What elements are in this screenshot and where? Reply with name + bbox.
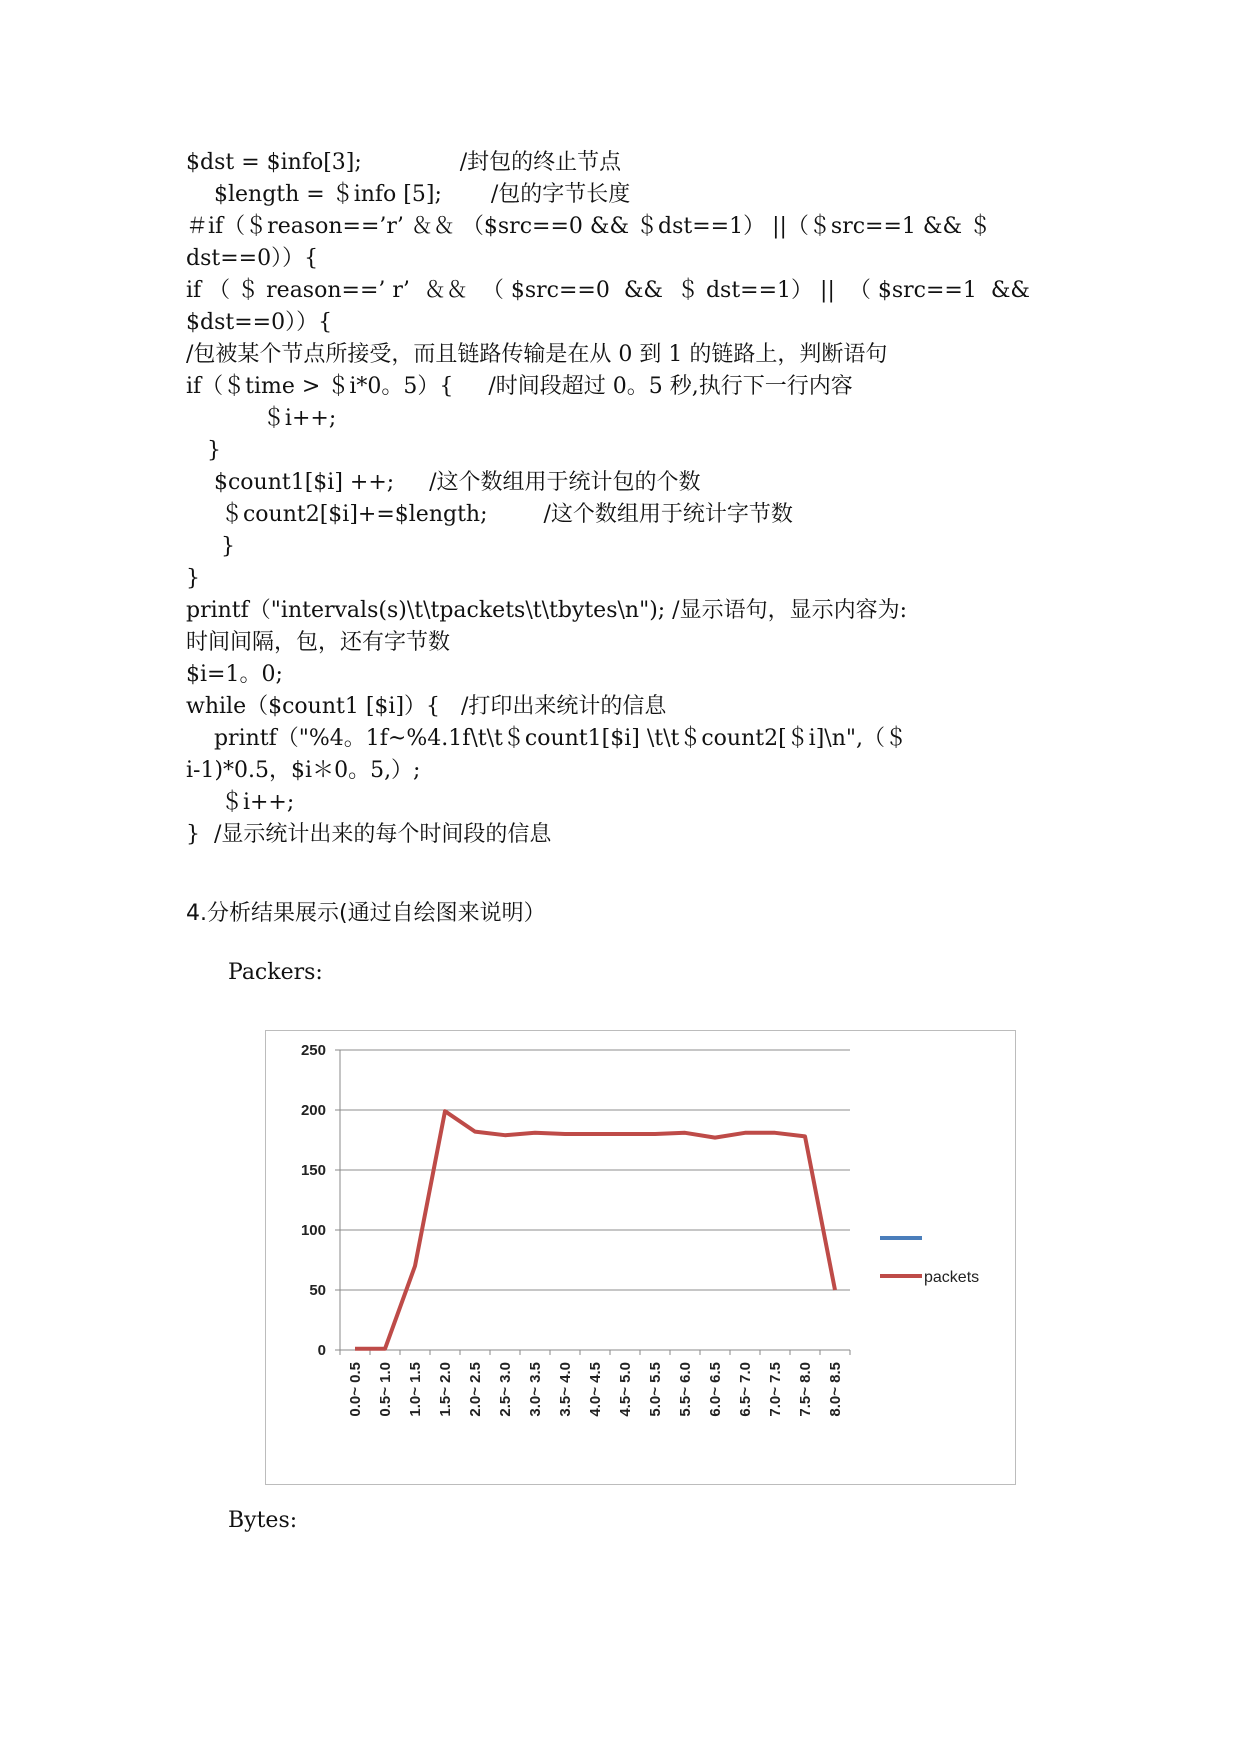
code-line: ＃if（＄reason==’r’ ＆＆ （$src==0 && ＄dst==1） ||（＄src==1 && ＄ — [186, 214, 992, 239]
x-tick-label: 5.5~ 6.0 — [677, 1362, 694, 1417]
x-tick-label: 7.0~ 7.5 — [767, 1362, 784, 1417]
code-line: 时间间隔，包，还有字节数 — [186, 630, 451, 655]
code-line: } — [186, 438, 221, 463]
code-line: dst==0））{ — [186, 246, 319, 271]
x-tick-label: 4.0~ 4.5 — [587, 1362, 604, 1417]
x-tick-label: 8.0~ 8.5 — [827, 1362, 844, 1417]
code-line: ＄i++; — [186, 406, 337, 431]
bytes-label: Bytes: — [228, 1508, 298, 1533]
packets-chart-svg — [265, 1030, 1025, 1490]
code-line: } — [186, 566, 200, 591]
legend-label: packets — [924, 1269, 980, 1286]
code-line: ＄count2[$i]+=$length; /这个数组用于统计字节数 — [186, 502, 793, 527]
code-line: while（$count1 [$i]）{ /打印出来统计的信息 — [186, 694, 667, 719]
x-tick-label: 3.0~ 3.5 — [527, 1362, 544, 1417]
x-tick-label: 1.0~ 1.5 — [407, 1362, 424, 1417]
x-tick-label: 0.5~ 1.0 — [377, 1362, 394, 1417]
code-line: } — [186, 534, 235, 559]
y-tick-label: 100 — [300, 1222, 326, 1239]
x-tick-label: 5.0~ 5.5 — [647, 1362, 664, 1417]
y-tick-label: 200 — [300, 1102, 326, 1119]
section-heading: 4.分析结果展示(通过自绘图来说明） — [186, 901, 546, 926]
x-tick-label: 6.0~ 6.5 — [707, 1362, 724, 1417]
code-line: $length = ＄info [5]; /包的字节长度 — [186, 182, 631, 207]
x-tick-label: 2.0~ 2.5 — [467, 1362, 484, 1417]
code-line: $dst = $info[3]; /封包的终止节点 — [186, 150, 622, 175]
x-tick-label: 0.0~ 0.5 — [347, 1362, 364, 1417]
y-tick-label: 250 — [300, 1042, 326, 1059]
x-tick-label: 1.5~ 2.0 — [437, 1362, 454, 1417]
code-line: i-1)*0.5，$i＊0。5,）; — [186, 758, 421, 783]
x-tick-label: 6.5~ 7.0 — [737, 1362, 754, 1417]
y-tick-label: 0 — [317, 1342, 326, 1359]
code-line: if（＄time > ＄i*0。5）{ /时间段超过 0。5 秒,执行下一行内容 — [186, 374, 853, 399]
packets-chart — [265, 1030, 1025, 1490]
code-line: printf（"%4。1f~%4.1f\t\t＄count1[$i] \t\t＄count2[＄i]\n",（＄ — [186, 726, 907, 751]
x-tick-label: 2.5~ 3.0 — [497, 1362, 514, 1417]
x-tick-label: 3.5~ 4.0 — [557, 1362, 574, 1417]
code-line: $i=1。0; — [186, 662, 283, 687]
code-line: $count1[$i] ++; /这个数组用于统计包的个数 — [186, 470, 701, 495]
x-tick-label: 7.5~ 8.0 — [797, 1362, 814, 1417]
code-line: ＄i++; — [186, 790, 295, 815]
y-tick-label: 50 — [309, 1282, 326, 1299]
code-line: printf（"intervals(s)\t\tpackets\t\tbytes\n"); /显示语句，显示内容为: — [186, 598, 908, 623]
y-tick-label: 150 — [300, 1162, 326, 1179]
x-tick-label: 4.5~ 5.0 — [617, 1362, 634, 1417]
code-line: if （ ＄ reason==’ r’ ＆＆ （ $src==0 && ＄ dst==1） || （ $src==1 && — [186, 278, 1030, 303]
packers-label: Packers: — [228, 960, 323, 985]
code-line: } /显示统计出来的每个时间段的信息 — [186, 822, 552, 847]
code-line: $dst==0））{ — [186, 310, 333, 335]
code-line: /包被某个节点所接受，而且链路传输是在从 0 到 1 的链路上，判断语句 — [186, 342, 888, 367]
